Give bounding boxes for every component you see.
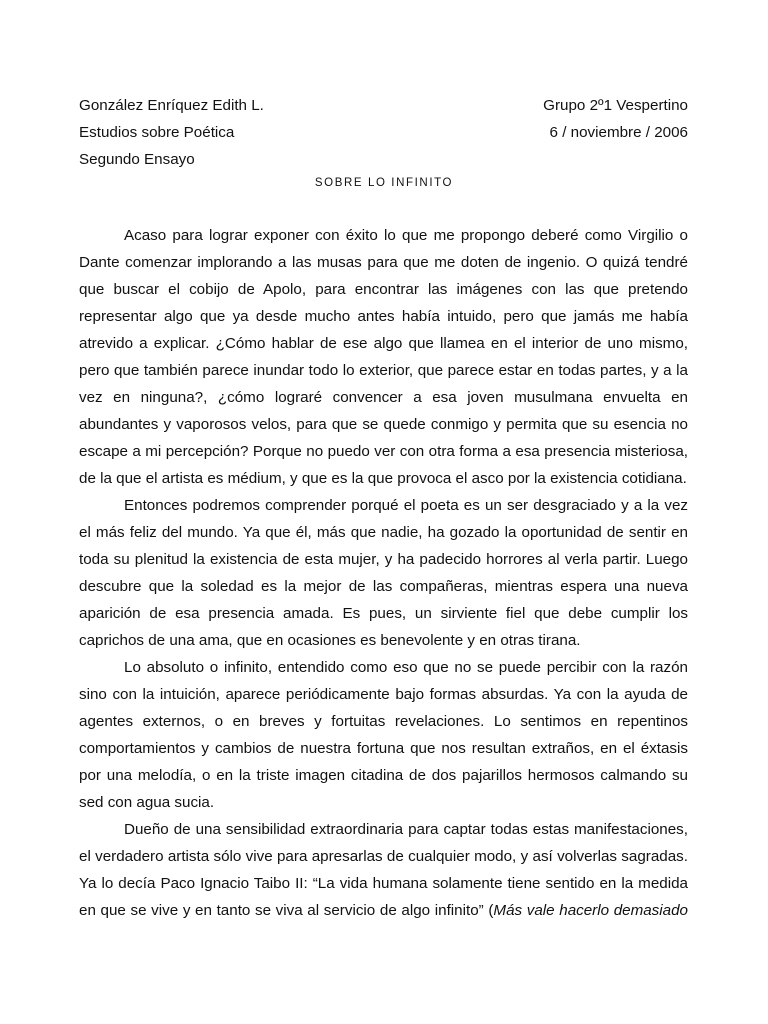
group-label: Grupo 2º1 Vespertino (543, 97, 688, 114)
paragraph-4 (79, 816, 688, 924)
paragraph-2: Entonces podremos comprender porqué el poeta es un ser desgraciado y a la vez el más feliz del mundo. Ya que él, más que nadie, ha gozado la oportunidad de sentir en toda su plenitud la existencia de esta mujer, y ha padecido horrores al verla partir. Luego descubre que la soledad es la mejor de las compañeras, mientras espera una nueva aparición de esa presencia amada. Es pues, un sirviente fiel que debe cumplir los caprichos de una ama, que en ocasiones es benevolente y en otras tirana. (79, 497, 688, 649)
header-row-1 (79, 92, 688, 119)
assignment-name: Segundo Ensayo (79, 151, 195, 168)
paragraph-4-text: Dueño de una sensibilidad extraordinaria para captar todas estas manifestaciones, el verdadero artista sólo vive para apresarlas de cualquier modo, y así volverlas sagradas. Ya lo decía Paco Ignacio Taibo II: “La vida humana solamente tiene sentido en la medida en que se vive y en tanto se viva al servicio de algo infinito” ( (79, 821, 688, 919)
header-row-2 (79, 119, 688, 146)
header-row-3 (79, 146, 688, 173)
book-title-italic: Más vale hacerlo demasiado (493, 902, 688, 919)
paragraph-1: Acaso para lograr exponer con éxito lo que me propongo deberé como Virgilio o Dante comenzar implorando a las musas para que me doten de ingenio. O quizá tendré que buscar el cobijo de Apolo, para encontrar las imágenes con las que pretendo representar algo que ya desde mucho antes había intuido, pero que jamás me había atrevido a explicar. ¿Cómo hablar de ese algo que llamea en el interior de uno mismo, pero que también parece inundar todo lo exterior, que parece estar en todas partes, y a la vez en ninguna?, ¿cómo lograré convencer a esa joven musulmana envuelta en abundantes y vaporosos velos, para que se quede conmigo y permita que su esencia no escape a mi percepción? Porque no puedo ver con otra forma a esa presencia misteriosa, de la que el artista es médium, y que es la que provoca el asco por la existencia cotidiana. (79, 227, 688, 487)
document-header (79, 92, 688, 173)
course-name: Estudios sobre Poética (79, 124, 235, 141)
essay-body (79, 222, 688, 924)
essay-title: SOBRE LO INFINITO (314, 177, 454, 189)
paragraph-3: Lo absoluto o infinito, entendido como eso que no se puede percibir con la razón sino con la intuición, aparece periódicamente bajo formas absurdas. Ya con la ayuda de agentes externos, o en breves y fortuitas revelaciones. Lo sentimos en repentinos comportamientos y cambios de nuestra fortuna que nos resultan extraños, en el éxtasis por una melodía, o en la triste imagen citadina de dos pajarillos hermosos calmando su sed con agua sucia. (79, 659, 688, 811)
document-date: 6 / noviembre / 2006 (549, 124, 688, 141)
author-name: González Enríquez Edith L. (79, 97, 264, 114)
